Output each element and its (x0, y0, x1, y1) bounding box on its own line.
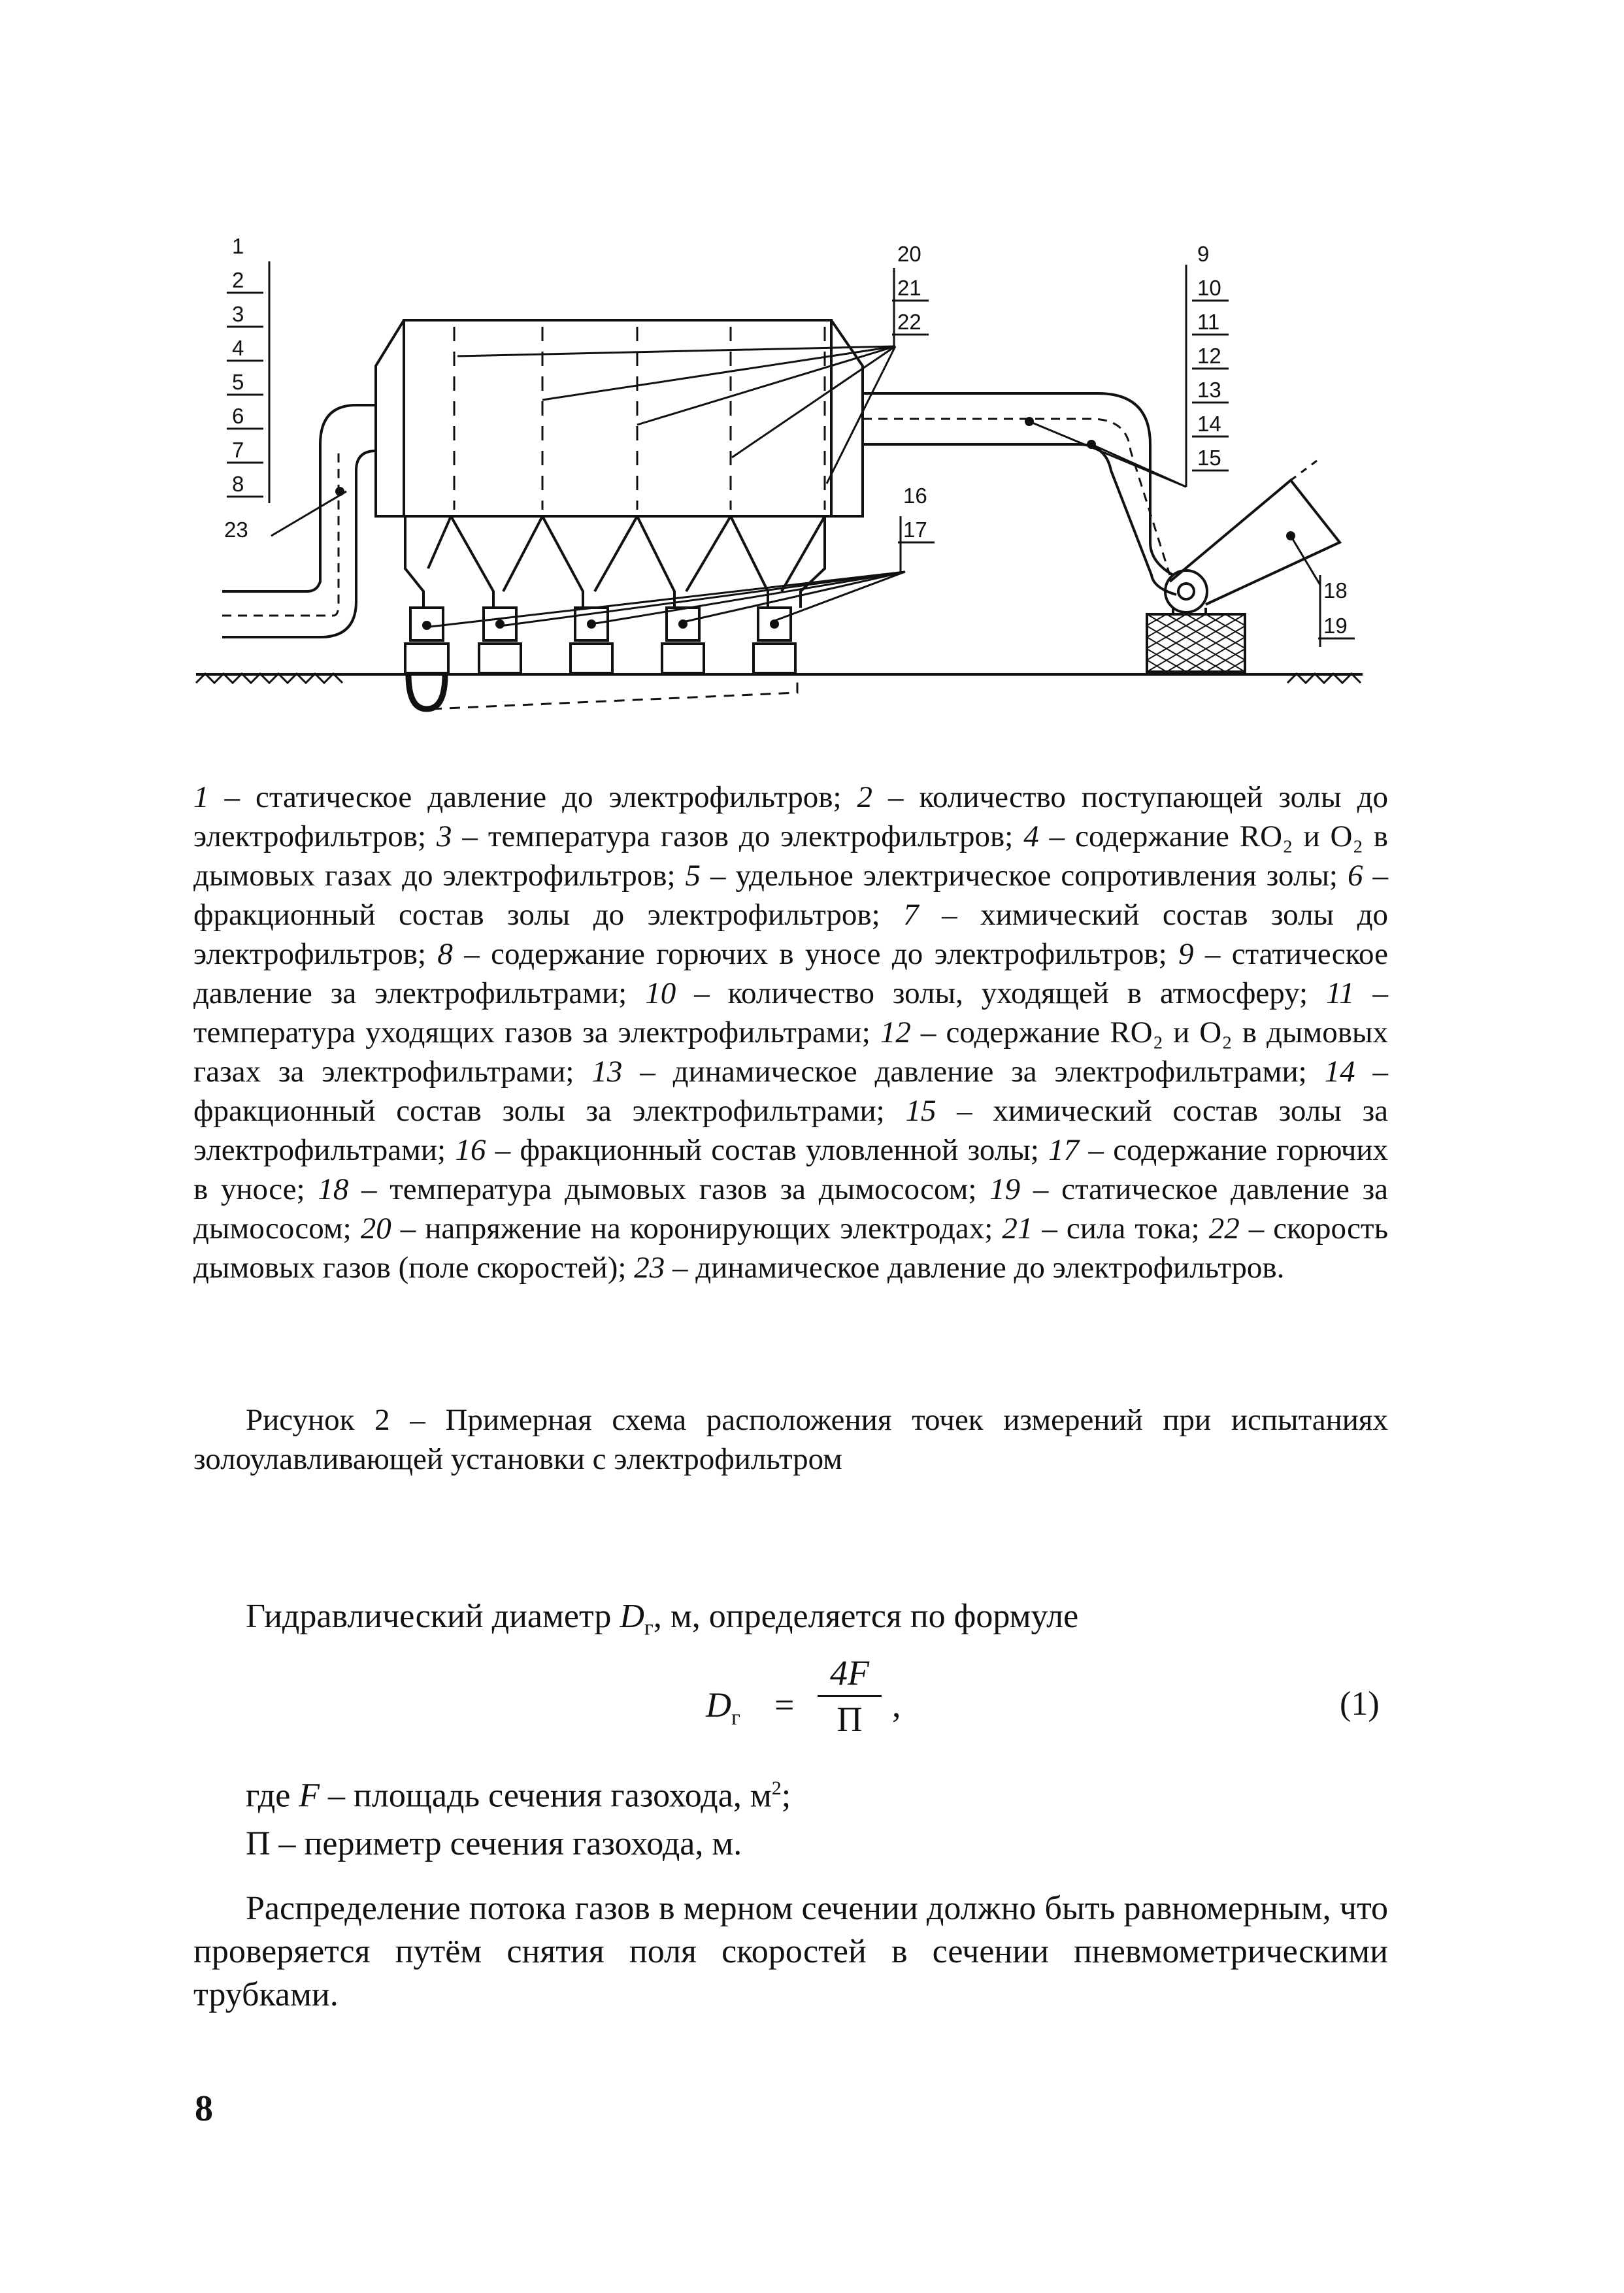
where-f-line: где F – площадь сечения газохода, $м^2$; (246, 1777, 791, 1815)
legend-item-number: 4 (1023, 819, 1039, 853)
diagram-label-23: 23 (224, 518, 248, 542)
measurement-scheme-diagram (0, 0, 1624, 738)
legend-item-number: 21 (1002, 1212, 1033, 1245)
legend-item-number: 18 (318, 1172, 349, 1206)
diagram-label-12: 12 (1197, 344, 1221, 368)
legend-item-text: – фракционный состав уловленной золы; (486, 1133, 1049, 1167)
body-paragraph: Распределение потока газов в мерном сечении должно быть равномерным, что проверяется путём снятия поля скоростей в сечении пневмометрическими трубками. (193, 1890, 1388, 2013)
intro-symbol: D (620, 1598, 644, 1635)
legend-item-number: 17 (1048, 1133, 1080, 1167)
diagram-label-8: 8 (232, 472, 244, 496)
diagram-label-10: 10 (1197, 276, 1221, 300)
legend-item-text: – количество золы, уходящей в атмосферу; (676, 976, 1327, 1010)
page-number: 8 (195, 2088, 213, 2129)
legend-item-text: – динамическое давление до электрофильтров. (665, 1251, 1285, 1285)
legend-item-text: – фракционный состав золы за электрофильтрами; (193, 1055, 1388, 1128)
legend-item-text: – химический состав золы за электрофильтрами; (193, 1094, 1388, 1167)
figure-legend (193, 778, 1388, 1287)
legend-item-text: – химический состав золы до электрофильтров; (193, 898, 1388, 971)
legend-item-text: – количество поступающей золы до электрофильтров; (193, 780, 1388, 853)
legend-item-text: – статическое давление за электрофильтрами; (193, 937, 1388, 1010)
diagram-label-21: 21 (897, 276, 921, 300)
legend-item-text: – сила тока; (1033, 1212, 1209, 1245)
diagram-label-22: 22 (897, 310, 921, 334)
diagram-label-18: 18 (1323, 578, 1348, 602)
formula-denominator: П (837, 1700, 863, 1739)
formula-equals: = (774, 1685, 795, 1724)
legend-item-text: – температура уходящих газов за электрофильтрами; (193, 976, 1389, 1049)
formula-comma: , (892, 1685, 901, 1724)
hydraulic-diameter-intro (246, 1596, 1078, 1649)
formula-lhs: $D_г$ (706, 1685, 740, 1730)
legend-item-text: – содержание RO₂ и O₂ в дымовых газах за электрофильтрами; (193, 1015, 1388, 1089)
legend-item-text: – содержание горючих в уносе до электрофильтров; (452, 937, 1179, 971)
intro-subscript: г (644, 1615, 654, 1640)
legend-item-number: 14 (1324, 1055, 1355, 1089)
legend-item-number: 10 (645, 976, 676, 1010)
legend-item-text: – динамическое давление за электрофильтрами; (622, 1055, 1325, 1089)
legend-item-number: 8 (437, 937, 453, 971)
legend-item-text: – температура дымовых газов за дымососом; (348, 1172, 990, 1206)
legend-item-text: – статическое давление за дымососом; (193, 1172, 1388, 1245)
legend-item-number: 15 (905, 1094, 936, 1128)
where-p-line: П – периметр сечения газохода, м. (246, 1825, 742, 1862)
diagram-label-19: 19 (1323, 614, 1348, 638)
legend-item-number: 3 (436, 819, 452, 853)
legend-item-text: – статическое давление до электрофильтров; (208, 780, 857, 814)
intro-text-after: , м, определяется по формуле (653, 1598, 1079, 1635)
diagram-label-4: 4 (232, 336, 244, 360)
legend-item-number: 19 (989, 1172, 1021, 1206)
legend-item-number: 6 (1348, 859, 1363, 893)
legend-item-text: – удельное электрическое сопротивления золы; (701, 859, 1348, 893)
diagram-label-11: 11 (1197, 310, 1220, 334)
legend-item-text: – содержание RO₂ и O₂ в дымовых газах до электрофильтров; (193, 819, 1388, 893)
legend-item-number: 11 (1326, 976, 1355, 1010)
diagram-label-14: 14 (1197, 412, 1221, 436)
formula-hydraulic-diameter (706, 1653, 941, 1758)
legend-item-number: 13 (591, 1055, 623, 1089)
formula-numerator: 4F (830, 1653, 869, 1692)
legend-item-text: – скорость дымовых газов (поле скоростей); (193, 1212, 1389, 1285)
diagram-label-3: 3 (232, 302, 244, 326)
legend-item-number: 9 (1178, 937, 1194, 971)
figure-title: Рисунок 2 – Примерная схема расположения точек измерений при испытаниях золоулавливающей установки с электрофильтром (193, 1403, 1388, 1476)
diagram-label-20: 20 (897, 242, 921, 266)
diagram-label-15: 15 (1197, 446, 1221, 470)
diagram-label-17: 17 (903, 518, 927, 542)
intro-text-before: Гидравлический диаметр (246, 1598, 620, 1635)
legend-item-text: – содержание горючих в уносе; (193, 1133, 1388, 1206)
legend-item-number: 7 (903, 898, 919, 932)
legend-item-number: 12 (880, 1015, 911, 1049)
legend-item-text: – напряжение на коронирующих электродах; (391, 1212, 1003, 1245)
diagram-label-5: 5 (232, 370, 244, 394)
legend-item-number: 20 (360, 1212, 391, 1245)
diagram-label-7: 7 (232, 438, 244, 462)
diagram-label-6: 6 (232, 404, 244, 428)
fraction-bar (818, 1695, 882, 1697)
legend-item-number: 1 (193, 780, 209, 814)
diagram-label-9: 9 (1197, 242, 1210, 266)
legend-item-text: – фракционный состав золы до электрофильтров; (193, 859, 1388, 932)
legend-item-text: – температура газов до электрофильтров; (452, 819, 1024, 853)
legend-item-number: 22 (1208, 1212, 1240, 1245)
legend-item-number: 5 (685, 859, 701, 893)
diagram-label-2: 2 (232, 268, 244, 292)
diagram-label-13: 13 (1197, 378, 1221, 402)
diagram-label-16: 16 (903, 484, 927, 508)
legend-item-number: 16 (455, 1133, 486, 1167)
formula-fraction (814, 1653, 886, 1739)
legend-item-number: 23 (634, 1251, 665, 1285)
diagram-label-1: 1 (232, 234, 244, 258)
equation-number: (1) (1340, 1685, 1380, 1723)
legend-item-number: 2 (857, 780, 873, 814)
